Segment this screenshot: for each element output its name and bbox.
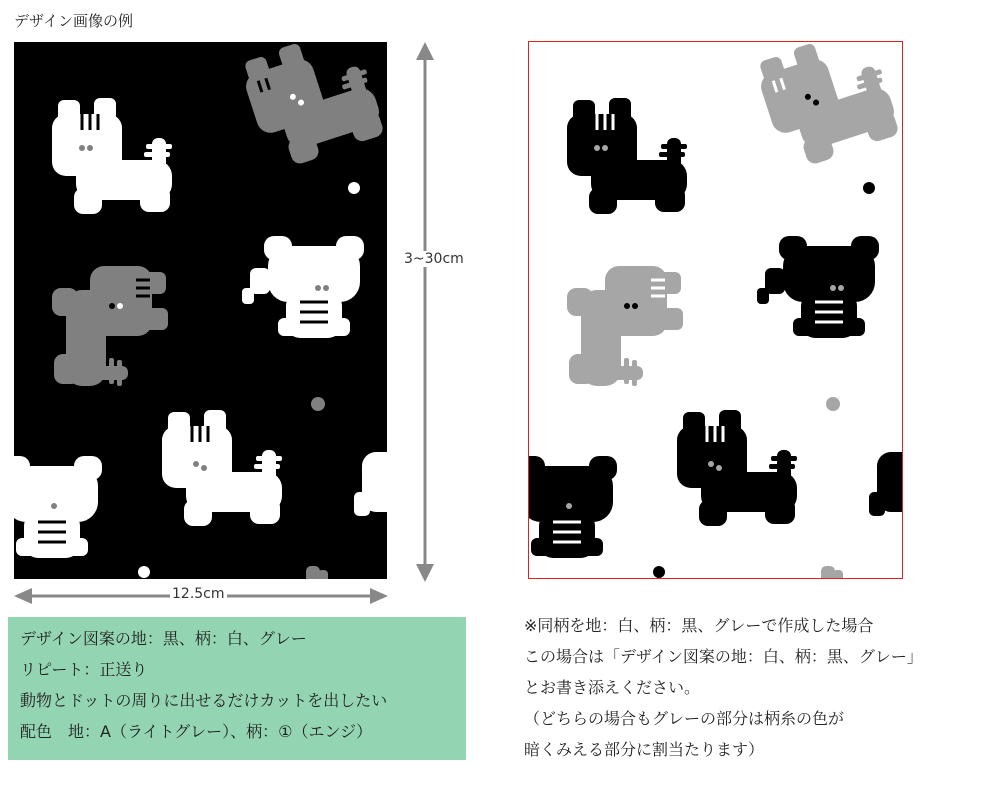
tiger-pattern-dark [14, 42, 387, 579]
spec-ground-pattern: デザイン図案の地：黒、柄：白、グレー [20, 629, 307, 648]
spec-repeat: リピート：正送り [20, 660, 148, 679]
height-dimension-label: 3~30cm [404, 251, 464, 267]
note-line: とお書き添えください。 [524, 678, 701, 697]
note-line: ※同柄を地：白、柄：黒、グレーで作成した場合 [524, 616, 874, 635]
note-line: この場合は「デザイン図案の地：白、柄：黒、グレー」 [524, 647, 923, 666]
height-dimension-arrow [412, 42, 438, 582]
note-line: 暗くみえる部分に割当たります） [524, 740, 765, 759]
page-title: デザイン画像の例 [14, 12, 133, 30]
spec-cut: 動物とドットの周りに出せるだけカットを出したい [20, 691, 388, 710]
design-image-light [528, 41, 903, 579]
spec-color: 配色 地：A（ライトグレー）、柄：①（エンジ） [20, 722, 373, 741]
note-line: （どちらの場合もグレーの部分は柄糸の色が [524, 709, 845, 728]
design-image-dark [14, 42, 387, 579]
design-spec-box [8, 617, 466, 760]
tiger-pattern-light [529, 42, 902, 578]
inverted-version-note [524, 610, 994, 765]
width-dimension-label: 12.5cm [172, 586, 225, 602]
